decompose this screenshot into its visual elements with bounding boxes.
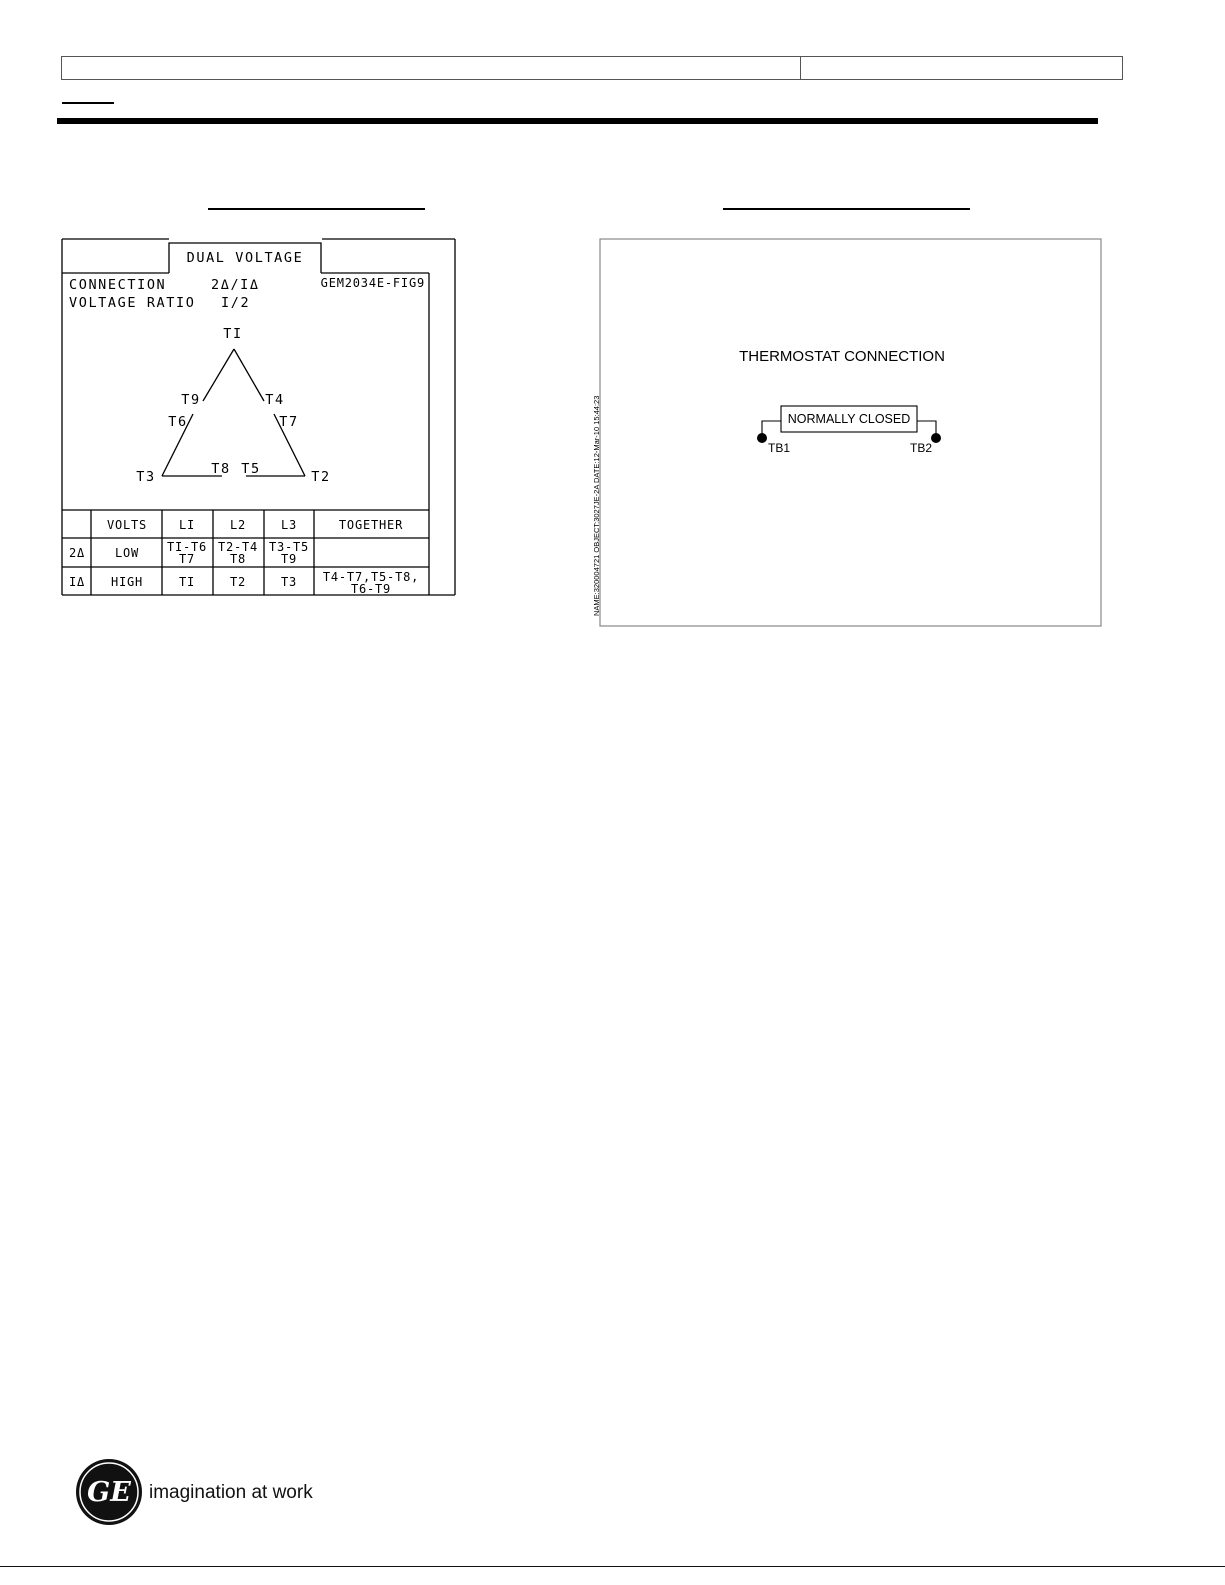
header-box xyxy=(61,56,1123,80)
voltage-ratio-value: I/2 xyxy=(221,295,251,311)
drawing-metadata-note: NAME:320004721 OBJECT:3027JE-2A DATE:12-Mar-10 15:44:23 xyxy=(592,395,601,616)
terminal-t4: T4 xyxy=(265,392,285,408)
terminal-t7: T7 xyxy=(279,414,299,430)
table-cell-conn: 2Δ xyxy=(68,546,86,560)
left-title-rule xyxy=(208,208,425,210)
right-title-rule xyxy=(723,208,970,210)
table-cell-l1: TI-T6 xyxy=(166,540,208,554)
winding-t1-t9 xyxy=(203,349,234,401)
ge-logo xyxy=(74,1457,314,1527)
terminal-dot-left xyxy=(757,433,767,443)
ge-monogram: GE xyxy=(87,1477,131,1508)
terminal-t8: T8 xyxy=(211,461,231,477)
thermostat-diagram xyxy=(586,238,1102,628)
table-cell-volts: LOW xyxy=(114,546,140,560)
header-divider xyxy=(800,56,801,80)
short-rule xyxy=(62,102,114,104)
terminal-t9: T9 xyxy=(181,392,201,408)
terminal-t5: T5 xyxy=(241,461,261,477)
table-cell-l1: TI xyxy=(178,575,196,589)
table-cell-conn: IΔ xyxy=(68,575,86,589)
table-cell-l3: T3-T5 xyxy=(268,540,310,554)
terminal-t2: T2 xyxy=(311,469,331,485)
table-cell-l3: T3 xyxy=(280,575,298,589)
table-cell-together: T4-T7,T5-T8, xyxy=(322,570,420,584)
connection-value: 2Δ/IΔ xyxy=(211,277,260,293)
table-header-together: TOGETHER xyxy=(338,518,404,532)
connection-label: CONNECTION xyxy=(69,277,167,293)
table-cell-l3: T9 xyxy=(280,552,298,566)
terminal-t3: T3 xyxy=(136,469,156,485)
terminal-t6: T6 xyxy=(168,414,188,430)
table-header-volts: VOLTS xyxy=(106,518,148,532)
voltage-ratio-label: VOLTAGE RATIO xyxy=(69,295,196,311)
terminal-t1: TI xyxy=(223,326,243,342)
thick-rule xyxy=(57,118,1098,124)
figure-ref: GEM2034E-FIG9 xyxy=(320,276,425,290)
table-cell-l1: T7 xyxy=(178,552,196,566)
table-cell-l2: T8 xyxy=(229,552,247,566)
table-cell-volts: HIGH xyxy=(110,575,144,589)
table-cell-together: T6-T9 xyxy=(350,582,392,596)
table-cell-l2: T2-T4 xyxy=(217,540,259,554)
terminal-label-right: TB2 xyxy=(910,441,933,455)
table-header-l2: L2 xyxy=(229,518,247,532)
logo-tagline: imagination at work xyxy=(149,1482,313,1503)
dual-voltage-diagram xyxy=(61,238,456,596)
winding-t1-t4 xyxy=(234,349,264,401)
switch-label: NORMALLY CLOSED xyxy=(787,412,911,426)
thermostat-title: THERMOSTAT CONNECTION xyxy=(739,348,945,365)
table-header-l1: LI xyxy=(178,518,196,532)
terminal-label-left: TB1 xyxy=(768,441,791,455)
tab-label: DUAL VOLTAGE xyxy=(186,250,304,266)
terminal-dot-right xyxy=(931,433,941,443)
table-header-l3: L3 xyxy=(280,518,298,532)
bottom-rule xyxy=(0,1566,1225,1567)
table-cell-l2: T2 xyxy=(229,575,247,589)
